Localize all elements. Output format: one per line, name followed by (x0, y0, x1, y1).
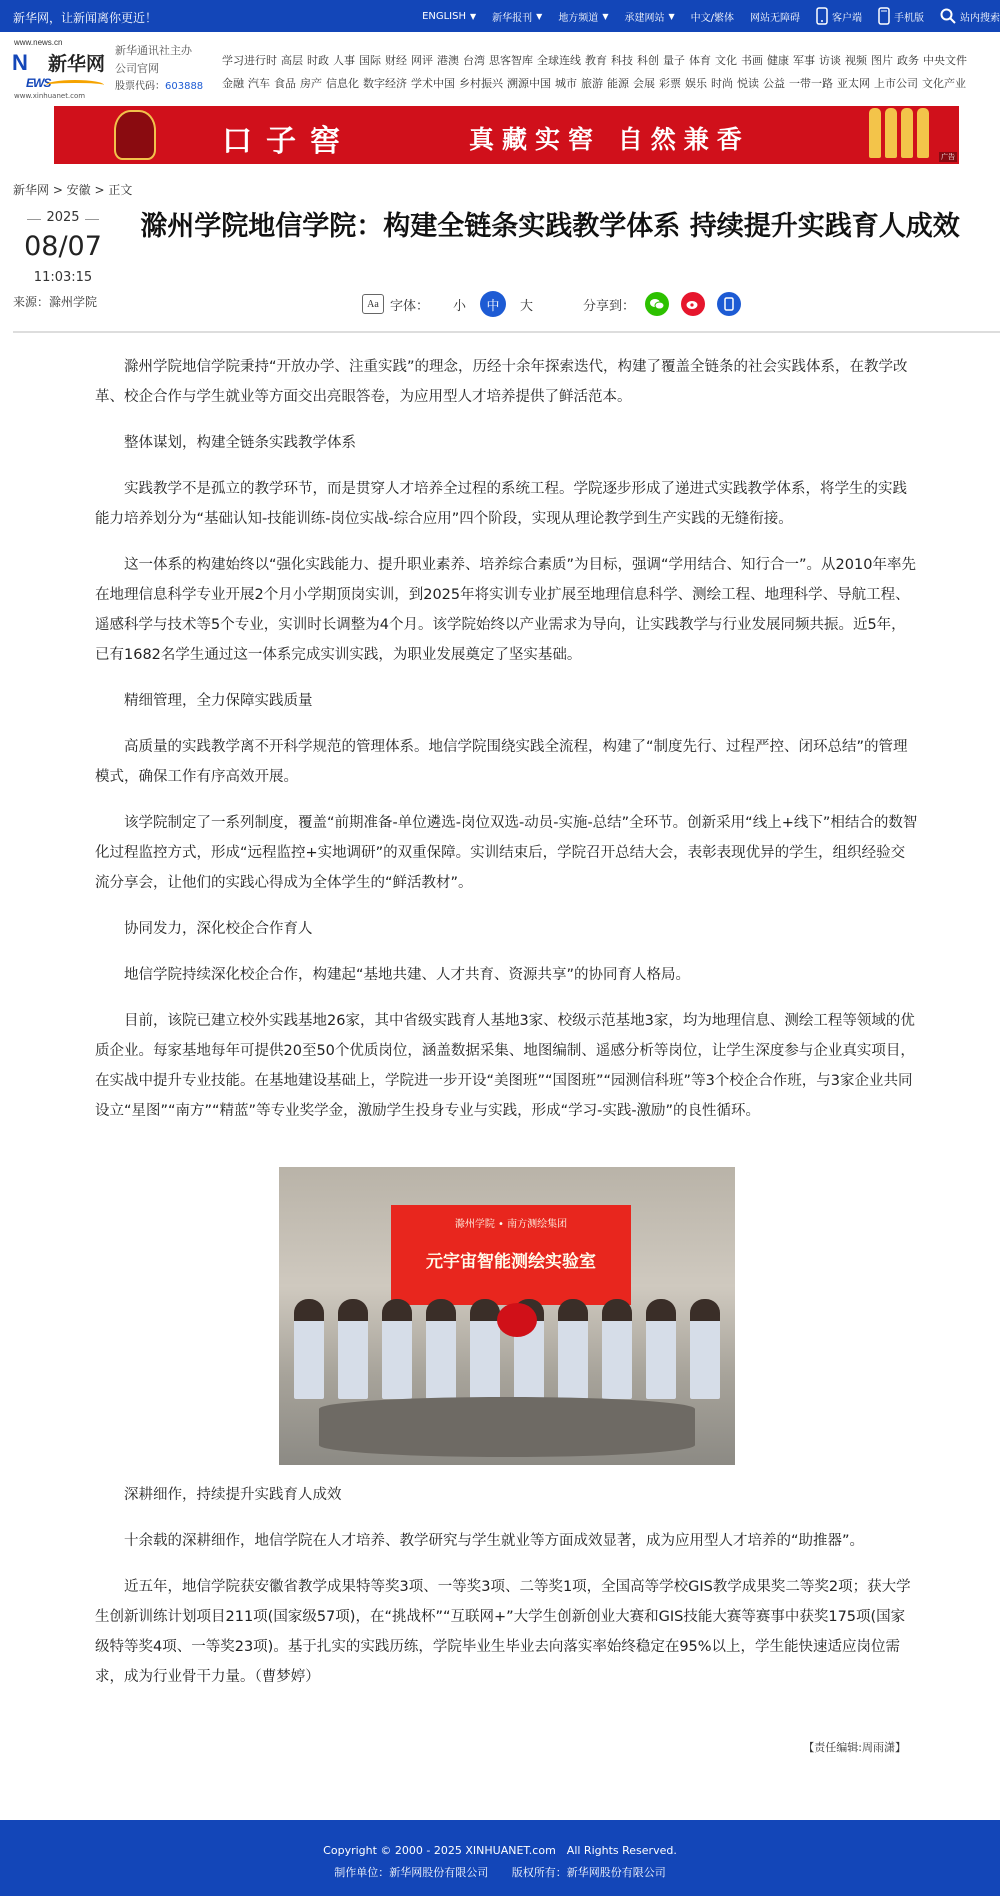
menu-local-label: 地方频道 (558, 12, 599, 24)
breadcrumb[interactable]: 新华网 > 安徽 > 正文 (13, 183, 133, 197)
nav-link[interactable]: 国际 (359, 54, 381, 67)
font-size-small[interactable]: 小 (453, 298, 467, 314)
nav-link[interactable]: 人事 (333, 54, 355, 67)
mobile-icon (878, 7, 890, 25)
bottles-image (869, 108, 929, 158)
chevron-down-icon: ▼ (668, 11, 675, 21)
menu-traditional-label: 中文/繁体 (690, 12, 734, 24)
nav-link[interactable]: 财经 (385, 54, 407, 67)
weibo-share-icon[interactable] (681, 292, 705, 316)
site-search-label: 站内搜索 (960, 12, 1000, 24)
nav-link[interactable]: 公益 (763, 77, 785, 90)
menu-accessibility[interactable] (750, 9, 800, 24)
photo-table (319, 1397, 695, 1457)
footer-owner[interactable]: 版权所有：新华网股份有限公司 (511, 1866, 666, 1879)
nav-link[interactable]: 思客智库 (489, 54, 533, 67)
nav-link[interactable]: 科创 (637, 54, 659, 67)
mobile-share-icon[interactable] (717, 292, 741, 316)
search-icon (940, 8, 956, 24)
nav-link[interactable]: 港澳 (437, 54, 459, 67)
nav-link[interactable]: 乡村振兴 (459, 77, 503, 90)
publish-time: 11:03:15 (33, 270, 93, 285)
nav-link[interactable]: 军事 (793, 54, 815, 67)
menu-newspapers-label: 新华报刊 (492, 12, 533, 24)
channel-nav-row2 (222, 72, 1000, 95)
title-divider (13, 331, 1000, 333)
nav-link[interactable]: 访谈 (819, 54, 841, 67)
logo-swoosh (46, 80, 104, 90)
chevron-down-icon: ▼ (470, 11, 477, 21)
logo-url-bottom: www.xinhuanet.com (14, 92, 86, 100)
stock-code (115, 78, 203, 96)
banner-slogan: 真藏实窖 自然兼香 (469, 125, 750, 154)
nav-link[interactable]: 亚太网 (837, 77, 870, 90)
nav-link[interactable]: 科技 (611, 54, 633, 67)
menu-hosted-label: 承建网站 (624, 12, 665, 24)
stock-number[interactable]: 603888 (165, 81, 204, 92)
article-title: 滁州学院地信学院：构建全链条实践教学体系 持续提升实践育人成效 (140, 211, 960, 242)
site-search-button[interactable] (940, 8, 1000, 24)
nav-link[interactable]: 中央文件 (923, 54, 967, 67)
nav-link[interactable]: 娱乐 (685, 77, 707, 90)
banner-brand: 口子窖 (222, 124, 354, 159)
article-body-continued (95, 1480, 918, 1708)
nav-link[interactable]: 信息化 (326, 77, 359, 90)
nav-link[interactable]: 台湾 (463, 54, 485, 67)
responsible-editor: 【责任编辑:周雨潇】 (803, 1741, 906, 1754)
phone-icon (816, 7, 828, 25)
photo-banner-top: 滁州学院 • 南方测绘集团 (454, 1219, 568, 1230)
chevron-down-icon: ▼ (602, 11, 609, 21)
font-size-large[interactable]: 大 (520, 298, 534, 314)
paragraph: 高质量的实践教学离不开科学规范的管理体系。地信学院围绕实践全流程，构建了“制度先行、过程严控、闭环总结”的管理模式，确保工作有序高效开展。 (95, 739, 908, 785)
font-label: 字体： (390, 298, 430, 314)
top-menu (406, 0, 1000, 32)
article-source: 来源：滁州学院 (13, 295, 98, 309)
channel-nav-row1 (222, 49, 1000, 72)
footer-owners (0, 1864, 1000, 1880)
mobile-version-label: 手机版 (894, 12, 924, 24)
nav-link[interactable]: 体育 (689, 54, 711, 67)
section-heading: 整体谋划，构建全链条实践教学体系 (124, 435, 356, 451)
company-line2[interactable]: 公司官网 (115, 62, 159, 75)
site-footer (0, 1820, 1000, 1896)
section-heading: 深耕细作，持续提升实践育人成效 (124, 1487, 342, 1503)
menu-english[interactable] (422, 11, 476, 22)
client-app-label: 客户端 (832, 12, 862, 24)
nav-link[interactable]: 时政 (307, 54, 329, 67)
nav-link[interactable]: 全球连线 (537, 54, 581, 67)
paragraph: 目前，该院已建立校外实践基地26家，其中省级实践育人基地3家、校级示范基地3家，均为地理信息、测绘工程等领域的优质企业。每家基地每年可提供20至50个优质岗位，涵盖数据采集、地图编制、遥感分析等岗位，让学生深度参与企业真实项目，在实战中提升专业技能。在基地建设基础上，学院进一步开设“美图班”“国图班”“园测信科班”等3个校企合作班，与3家企业共同设立“星图”“南方”“精蓝”等专业奖学金，激励学生投身专业与实践，形成“学习-实践-激励”的良性循环。 (95, 1013, 915, 1119)
paragraph: 地信学院持续深化校企合作，构建起“基地共建、人才共育、资源共享”的协同育人格局。 (124, 967, 691, 983)
publish-date: 08/07 (24, 231, 102, 262)
nav-link[interactable]: 高层 (281, 54, 303, 67)
nav-link[interactable]: 城市 (555, 77, 577, 90)
stock-label: 股票代码： (115, 81, 165, 92)
section-heading: 精细管理，全力保障实践质量 (124, 693, 313, 709)
mobile-version-link[interactable] (878, 7, 924, 25)
paragraph: 滁州学院地信学院秉持“开放办学、注重实践”的理念，历经十余年探索迭代，构建了覆盖全链条的社会实践体系，在教学改革、校企合作与学生就业等方面交出亮眼答卷，为应用型人才培养提供了鲜活范本。 (95, 359, 908, 405)
nav-link[interactable]: 一带一路 (789, 77, 833, 90)
xinhuanet-logo[interactable] (12, 38, 108, 102)
nav-link[interactable]: 房产 (300, 77, 322, 90)
site-slogan: 新华网，让新闻离你更近！ (13, 11, 158, 25)
nav-link[interactable]: 教育 (585, 54, 607, 67)
bottle-image (114, 110, 156, 160)
article-tools (362, 290, 753, 318)
channel-nav (222, 49, 1000, 95)
ad-label: 广告 (941, 153, 955, 161)
nav-link[interactable]: 量子 (663, 54, 685, 67)
footer-copyright: Copyright © 2000 - 2025 XINHUANET.com All Rights Reserved. (323, 1844, 677, 1857)
share-label: 分享到： (583, 298, 636, 314)
nav-link[interactable]: 能源 (607, 77, 629, 90)
wechat-share-icon[interactable] (645, 292, 669, 316)
menu-traditional-chinese[interactable] (691, 9, 734, 24)
nav-link[interactable]: 书画 (741, 54, 763, 67)
client-app-link[interactable] (816, 7, 862, 25)
nav-link[interactable]: 会展 (633, 77, 655, 90)
nav-link[interactable]: 健康 (767, 54, 789, 67)
paragraph: 实践教学不是孤立的教学环节，而是贯穿人才培养全过程的系统工程。学院逐步形成了递进式实践教学体系，将学生的实践能力培养划分为“基础认知-技能训练-岗位实战-综合应用”四个阶段，实现从理论教学到生产实践的无缝衔接。 (95, 481, 907, 527)
menu-xinhua-newspapers[interactable] (492, 9, 542, 24)
font-size-medium[interactable]: 中 (480, 291, 506, 317)
nav-link[interactable]: 视频 (845, 54, 867, 67)
logo-url-top: www.news.cn (14, 38, 63, 47)
nav-link[interactable]: 数字经济 (363, 77, 407, 90)
nav-link[interactable]: 食品 (274, 77, 296, 90)
chevron-down-icon: ▼ (536, 11, 543, 21)
menu-local-channels[interactable] (558, 9, 608, 24)
nav-link[interactable]: 文化产业 (922, 77, 966, 90)
nav-link[interactable]: 旅游 (581, 77, 603, 90)
nav-link[interactable]: 学术中国 (411, 77, 455, 90)
paragraph: 近五年，地信学院获安徽省教学成果特等奖3项、一等奖3项、二等奖1项，全国高等学校GIS教学成果奖二等奖2项；获大学生创新训练计划项目211项(国家级57项)，在“挑战杯”“互联网+”大学生创新创业大赛和GIS技能大赛等赛事中获奖175项(国家级特等奖4项、一等奖23项)。基于扎实的实践历练，学院毕业生毕业去向落实率始终稳定在95%以上，学生能快速适应岗位需求，成为行业骨干力量。（曹梦婷） (95, 1579, 911, 1685)
nav-link[interactable]: 溯源中国 (507, 77, 551, 90)
company-info (115, 42, 203, 96)
menu-english-label: ENGLISH (422, 10, 466, 22)
top-bar (0, 0, 1000, 32)
font-size-icon: Aa (362, 294, 384, 314)
logo-mark-n: N (12, 50, 27, 75)
article-photo (279, 1167, 735, 1465)
paragraph: 该学院制定了一系列制度，覆盖“前期准备-单位遴选-岗位双选-动员-实施-总结”全环节。创新采用“线上+线下”相结合的数智化过程监控方式，形成“远程监控+实地调研”的双重保障。实训结束后，学院召开总结大会，表彰表现优异的学生，组织经验交流分享会，让他们的实践心得成为全体学生的“鲜活教材”。 (95, 815, 918, 891)
logo-mark-ews: EWS (26, 76, 51, 90)
article-meta (13, 210, 113, 310)
paragraph: 这一体系的构建始终以“强化实践能力、提升职业素养、培养综合素质”为目标，强调“学用结合、知行合一”。从2010年率先在地理信息科学专业开展2个月小学期顶岗实训，到2025年将实训专业扩展至地理信息科学、测绘工程、地理科学、导航工程、遥感科学与技术等5个专业，实训时长调整为4个月。该学院始终以产业需求为导向，让实践教学与行业发展同频共振。近5年，已有1682名学生通过这一体系完成实训实践，为职业发展奠定了坚实基础。 (95, 557, 916, 663)
company-line1: 新华通讯社主办 (115, 44, 192, 57)
footer-producer[interactable]: 制作单位：新华网股份有限公司 (334, 1866, 489, 1879)
nav-link[interactable]: 时尚 (711, 77, 733, 90)
menu-hosted-sites[interactable] (624, 9, 674, 24)
nav-link[interactable]: 彩票 (659, 77, 681, 90)
menu-accessibility-label: 网站无障碍 (750, 12, 800, 24)
photo-red-ribbon (497, 1303, 537, 1337)
nav-link[interactable]: 政务 (897, 54, 919, 67)
publish-year: 2025 (13, 210, 113, 225)
banner-ad[interactable] (54, 106, 959, 164)
section-heading: 协同发力，深化校企合作育人 (124, 921, 313, 937)
paragraph: 十余载的深耕细作，地信学院在人才培养、教学研究与学生就业等方面成效显著，成为应用型人才培养的“助推器”。 (124, 1533, 865, 1549)
nav-link[interactable]: 上市公司 (874, 77, 918, 90)
nav-link[interactable]: 金融 (222, 77, 244, 90)
nav-link[interactable]: 悦读 (737, 77, 759, 90)
logo-mark-cn: 新华网 (48, 53, 106, 75)
nav-link[interactable]: 文化 (715, 54, 737, 67)
nav-link[interactable]: 图片 (871, 54, 893, 67)
nav-link[interactable]: 网评 (411, 54, 433, 67)
photo-banner-main: 元宇宙智能测绘实验室 (426, 1252, 596, 1272)
nav-link[interactable]: 学习进行时 (222, 54, 277, 67)
site-header (0, 32, 1000, 106)
nav-link[interactable]: 汽车 (248, 77, 270, 90)
article-body (95, 352, 918, 1142)
